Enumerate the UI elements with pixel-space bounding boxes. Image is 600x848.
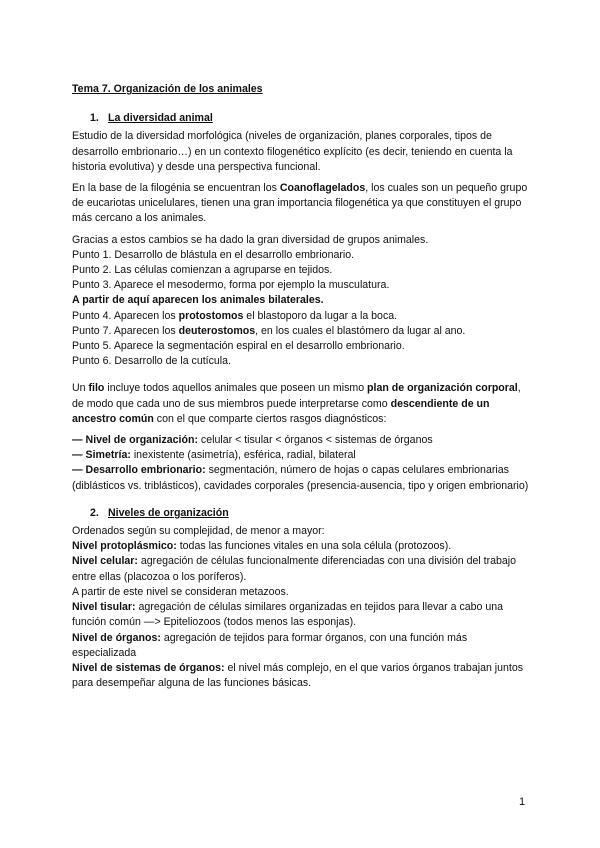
diagnostic-traits bbox=[72, 433, 534, 494]
protostomos-term: protostomos bbox=[178, 309, 244, 322]
level-text: el nivel más complejo, en el que varios órganos trabajan juntos para desempeñar alguna de las funciones básicas. bbox=[72, 661, 524, 690]
text-run: incluye todos aquellos animales que poseen un mismo bbox=[104, 382, 368, 395]
level-label: Nivel de sistemas de órganos: bbox=[72, 661, 225, 674]
level-label: Nivel protoplásmico: bbox=[72, 540, 177, 553]
level-label: Nivel celular: bbox=[72, 555, 138, 568]
ancestro-term: descendiente de un ancestro común bbox=[72, 397, 490, 425]
section-1-heading bbox=[90, 111, 534, 126]
point-2: Punto 2. Las células comienzan a agruparse en tejidos. bbox=[72, 264, 333, 277]
point-7 bbox=[72, 324, 534, 339]
point-3: Punto 3. Aparece el mesodermo, forma por ejemplo la musculatura. bbox=[72, 279, 390, 292]
filo-term: filo bbox=[88, 382, 105, 395]
levels-intro: Ordenados según su complejidad, de menor a mayor: bbox=[72, 525, 325, 538]
plan-term: plan de organización corporal bbox=[367, 382, 518, 395]
trait-text: inexistente (asimetría), esférica, radial, bilateral bbox=[130, 449, 356, 462]
trait-text: celular < tisular < órganos < sistemas de órganos bbox=[197, 434, 433, 447]
spacer bbox=[72, 369, 534, 381]
points-intro: Gracias a estos cambios se ha dado la gran diversidad de grupos animales. bbox=[72, 233, 429, 246]
text-run: con el que comparte ciertos rasgos diagnósticos: bbox=[153, 412, 387, 425]
level-label: Nivel de órganos: bbox=[72, 631, 161, 644]
section-1-title: La diversidad animal bbox=[108, 112, 213, 125]
text-run: En la base de la filogénia se encuentran los bbox=[72, 182, 280, 195]
text-run: , en los cuales el blastómero da lugar al ano. bbox=[255, 324, 466, 337]
point-4 bbox=[72, 309, 534, 324]
s1-paragraph-2 bbox=[72, 181, 534, 227]
level-text: agregación de células funcionalmente diferenciadas con una división del trabajo entre ellas (placozoa o los poríferos). bbox=[72, 555, 517, 583]
page-number: 1 bbox=[519, 796, 526, 808]
bilateral-note: A partir de aquí aparecen los animales bilaterales. bbox=[72, 294, 324, 307]
text-run: Punto 4. Aparecen los bbox=[72, 309, 179, 322]
section-2-heading bbox=[90, 506, 534, 521]
point-6: Punto 6. Desarrollo de la cutícula. bbox=[72, 355, 231, 368]
level-organos bbox=[72, 631, 534, 661]
s1-points-list bbox=[72, 233, 534, 370]
page-content bbox=[72, 82, 534, 691]
deuterostomos-term: deuterostomos bbox=[178, 324, 256, 337]
section-2-number: 2. bbox=[90, 506, 99, 519]
s1-paragraph-1: Estudio de la diversidad morfológica (niveles de organización, planes corporales, tipos de desarrollo embrionario…) en un contexto filogenético explícito (es decir, teniendo en cuenta la historia evolutiva) y desde una perspectiva funcional. bbox=[72, 130, 513, 173]
coanoflagelados-term: Coanoflagelados bbox=[279, 182, 366, 195]
trait-label: — Desarrollo embrionario: bbox=[72, 464, 206, 477]
text-run: , de modo que cada uno de sus miembros puede interpretarse como bbox=[72, 382, 521, 410]
point-1: Punto 1. Desarrollo de blástula en el desarrollo embrionario. bbox=[72, 248, 355, 261]
trait-desarrollo bbox=[72, 463, 534, 493]
trait-label: — Simetría: bbox=[72, 449, 131, 462]
text-run: Punto 7. Aparecen los bbox=[72, 324, 179, 337]
filo-paragraph bbox=[72, 381, 534, 427]
level-text: todas las funciones vitales en una sola célula (protozoos). bbox=[176, 540, 452, 553]
levels-list bbox=[72, 524, 534, 691]
trait-text: segmentación, número de hojas o capas celulares embrionarias (diblásticos vs. triblásticos), cavidades corporales (presencia-ausencia, tipo y origen embrionario) bbox=[72, 464, 529, 492]
level-text: agregación de tejidos para formar órganos, con una función más especializada bbox=[72, 631, 468, 659]
spacer bbox=[72, 494, 534, 506]
text-run: Un bbox=[72, 382, 89, 395]
section-1-number: 1. bbox=[90, 112, 99, 125]
document-title: Tema 7. Organización de los animales bbox=[72, 83, 263, 95]
text-run: el blastoporo da lugar a la boca. bbox=[243, 309, 398, 322]
point-5: Punto 5. Aparece la segmentación espiral en el desarrollo embrionario. bbox=[72, 340, 405, 353]
level-protoplasmico bbox=[72, 539, 534, 554]
trait-label: — Nivel de organización: bbox=[72, 434, 198, 447]
level-label: Nivel tisular: bbox=[72, 601, 136, 614]
level-tisular bbox=[72, 600, 534, 630]
level-sistemas bbox=[72, 661, 534, 691]
trait-nivel bbox=[72, 433, 534, 448]
level-text: agregación de células similares organizadas en tejidos para llevar a cabo una función común —> Epiteliozoos (todos menos las esponjas). bbox=[72, 601, 504, 629]
level-celular bbox=[72, 554, 534, 584]
text-run: , los cuales son un pequeño grupo de eucariotas unicelulares, tienen una gran importancia filogenética ya que constituyen el grupo más cercano a los animales. bbox=[72, 182, 528, 225]
section-2-title: Niveles de organización bbox=[108, 506, 229, 519]
trait-simetria bbox=[72, 448, 534, 463]
metazoos-note: A partir de este nivel se consideran metazoos. bbox=[72, 585, 289, 598]
